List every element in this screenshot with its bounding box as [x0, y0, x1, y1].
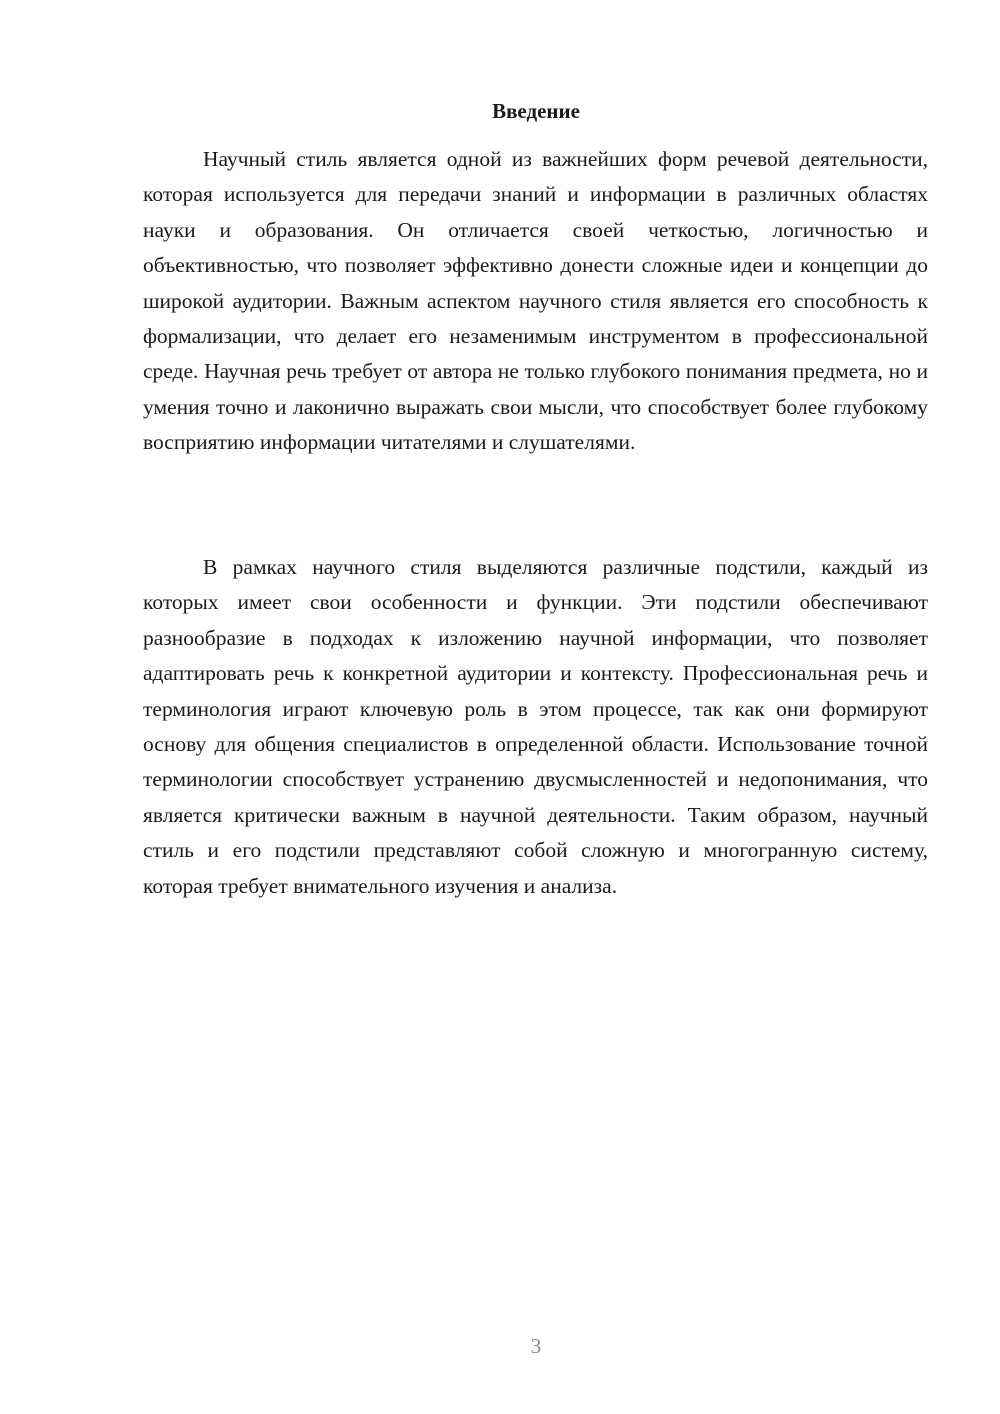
page-number: 3 [530, 1334, 542, 1358]
section-heading: Введение [492, 99, 580, 123]
paragraph-substyles: В рамках научного стиля выделяются различные подстили, каждый из которых имеет свои особенности и функции. Эти подстили обеспечивают разнообразие в подходах к изложению научной информации, что позволяет адаптировать речь к конкретной аудитории и контексту. Профессиональная речь и терминология играют ключевую роль в этом процессе, так как они формируют основу для общения специалистов в определенной области. Использование точной терминологии способствует устранению двусмысленностей и недопонимания, что является критически важным в научной деятельности. Таким образом, научный стиль и его подстили представляют собой сложную и многогранную систему, которая требует внимательного изучения и анализа. [143, 555, 928, 898]
paragraph-intro: Научный стиль является одной из важнейших форм речевой деятельности, которая используется для передачи знаний и информации в различных областях науки и образования. Он отличается своей четкостью, логичностью и объективностью, что позволяет эффективно донести сложные идеи и концепции до широкой аудитории. Важным аспектом научного стиля является его способность к формализации, что делает его незаменимым инструментом в профессиональной среде. Научная речь требует от автора не только глубокого понимания предмета, но и умения точно и лаконично выражать свои мысли, что способствует более глубокому восприятию информации читателями и слушателями. [143, 147, 928, 455]
